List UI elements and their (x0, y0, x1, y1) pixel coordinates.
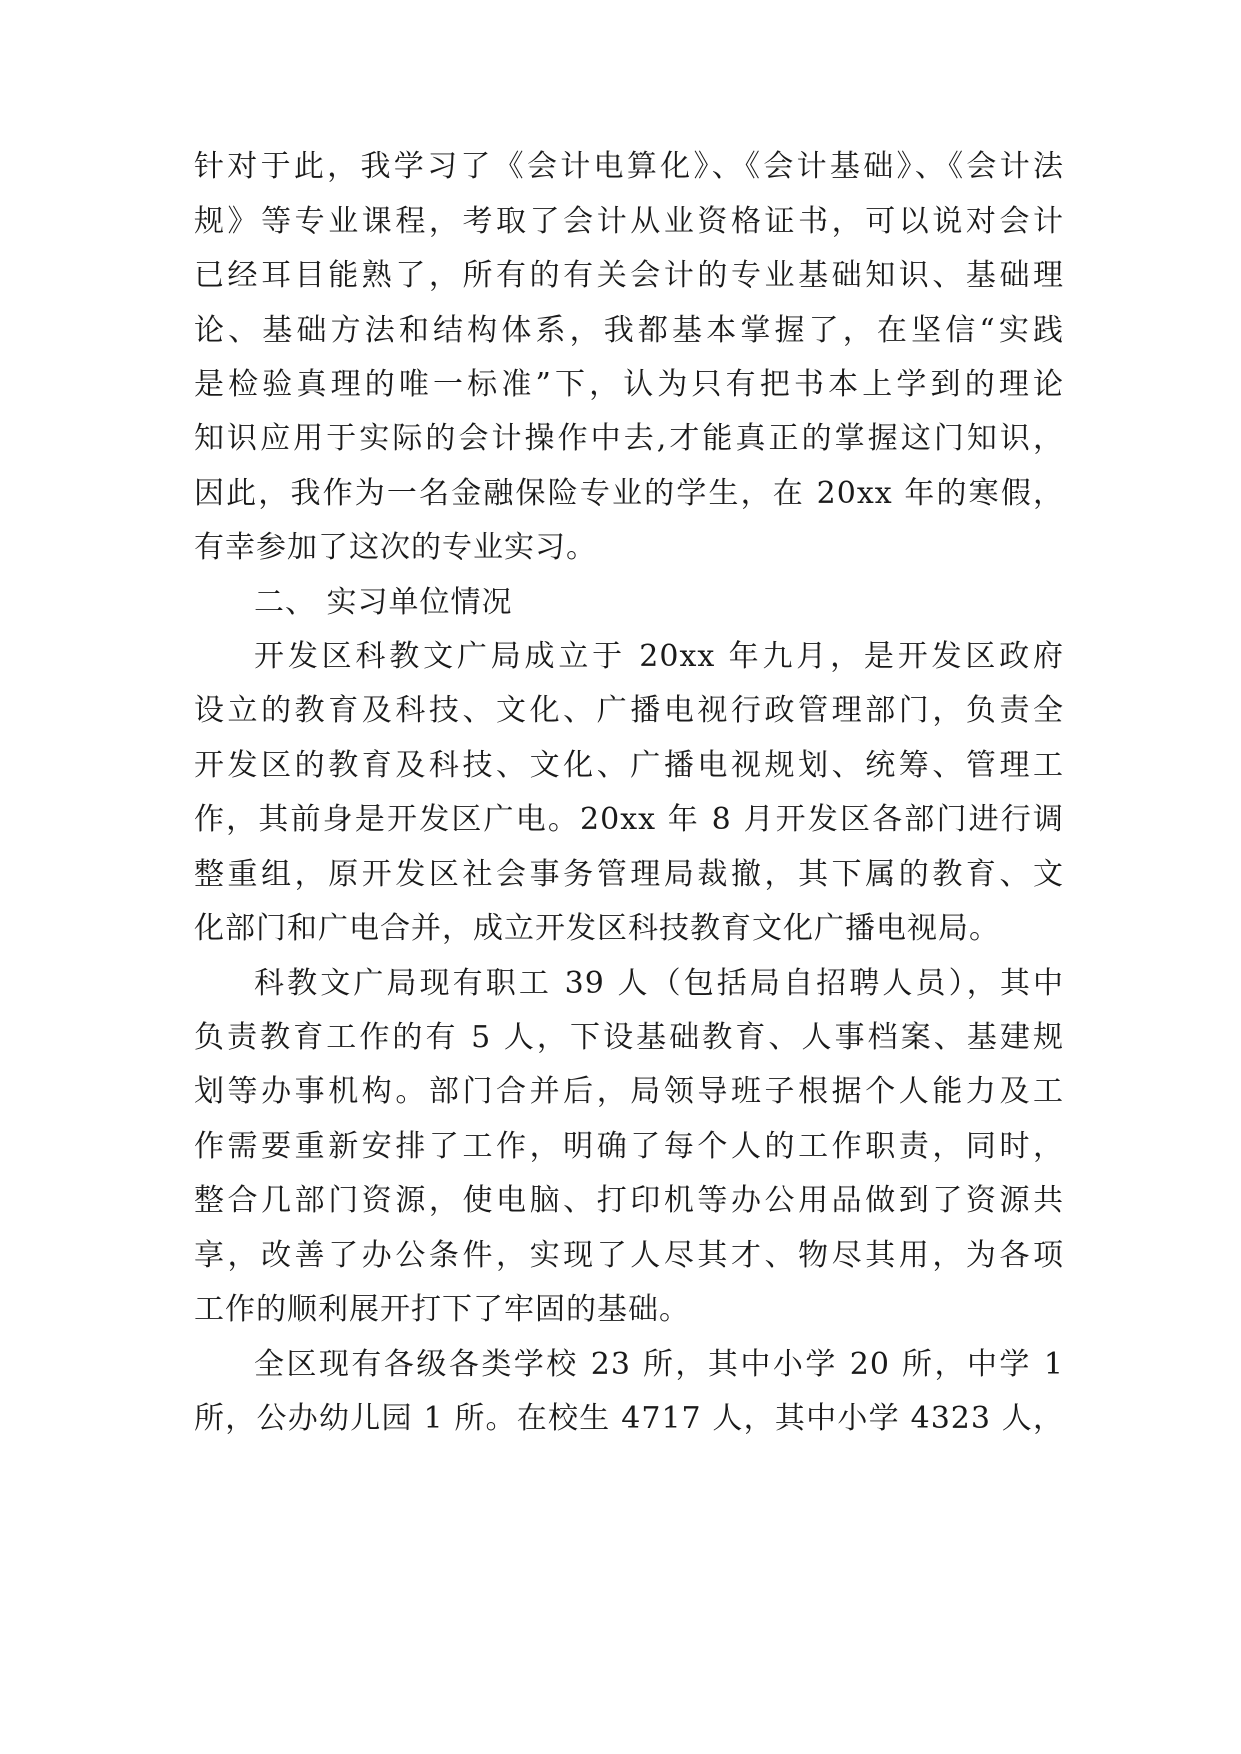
paragraph-1-line-4: 论、基础方法和结构体系，我都基本掌握了，在坚信“实践 (194, 313, 1064, 348)
paragraph-1-line-1: 针对于此，我学习了《会计电算化》、《会计基础》、《会计法 (194, 149, 1064, 184)
paragraph-1-line-2: 规》等专业课程，考取了会计从业资格证书，可以说对会计 (194, 204, 1064, 239)
paragraph-2-line-1: 开发区科教文广局成立于 20xx 年九月，是开发区政府 (254, 639, 1064, 674)
paragraph-4-line-2: 所，公办幼儿园 1 所。在校生 4717 人，其中小学 4323 人， (194, 1401, 1064, 1436)
paragraph-1-line-7: 因此，我作为一名金融保险专业的学生，在 20xx 年的寒假， (194, 476, 1064, 511)
paragraph-2-line-2: 设立的教育及科技、文化、广播电视行政管理部门，负责全 (194, 693, 1064, 728)
paragraph-3-line-1: 科教文广局现有职工 39 人（包括局自招聘人员），其中 (254, 966, 1064, 1001)
paragraph-3-line-4: 作需要重新安排了工作，明确了每个人的工作职责，同时， (194, 1129, 1064, 1164)
paragraph-3-line-2: 负责教育工作的有 5 人，下设基础教育、人事档案、基建规 (194, 1020, 1064, 1055)
section-heading: 二、 实习单位情况 (254, 585, 513, 620)
paragraph-1-line-5: 是检验真理的唯一标准”下，认为只有把书本上学到的理论 (194, 367, 1064, 402)
paragraph-1-line-6: 知识应用于实际的会计操作中去,才能真正的掌握这门知识， (194, 421, 1064, 456)
paragraph-1-line-8: 有幸参加了这次的专业实习。 (194, 530, 597, 565)
paragraph-2-line-4: 作，其前身是开发区广电。20xx 年 8 月开发区各部门进行调 (194, 802, 1064, 837)
paragraph-1-line-3: 已经耳目能熟了，所有的有关会计的专业基础知识、基础理 (194, 258, 1064, 293)
paragraph-2-line-3: 开发区的教育及科技、文化、广播电视规划、统筹、管理工 (194, 748, 1064, 783)
paragraph-2-line-5: 整重组，原开发区社会事务管理局裁撤，其下属的教育、文 (194, 857, 1064, 892)
paragraph-3-line-3: 划等办事机构。部门合并后，局领导班子根据个人能力及工 (194, 1074, 1064, 1109)
paragraph-4-line-1: 全区现有各级各类学校 23 所，其中小学 20 所，中学 1 (254, 1347, 1064, 1382)
paragraph-2-line-6: 化部门和广电合并，成立开发区科技教育文化广播电视局。 (194, 911, 1000, 946)
paragraph-3-line-6: 享，改善了办公条件，实现了人尽其才、物尽其用，为各项 (194, 1238, 1064, 1273)
paragraph-3-line-7: 工作的顺利展开打下了牢固的基础。 (194, 1292, 690, 1327)
paragraph-3-line-5: 整合几部门资源，使电脑、打印机等办公用品做到了资源共 (194, 1183, 1064, 1218)
